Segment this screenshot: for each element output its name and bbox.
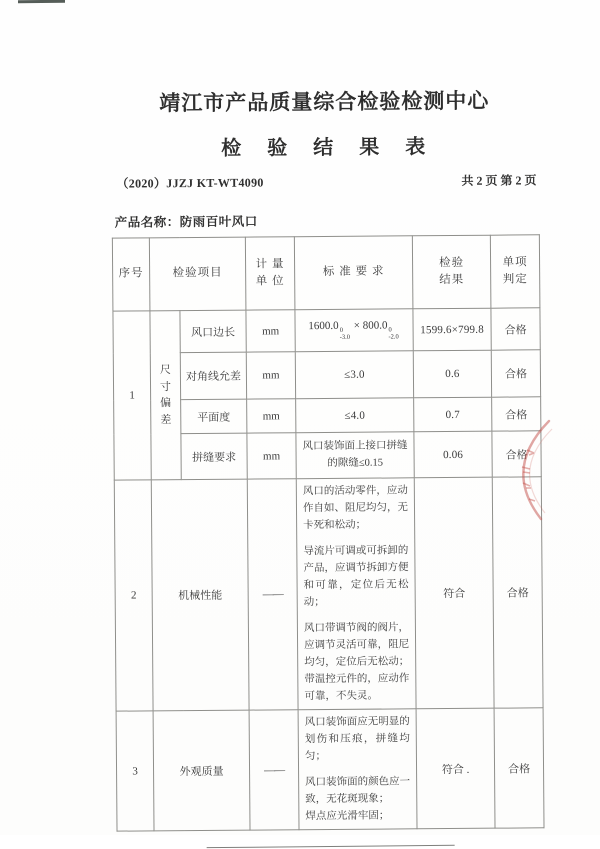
- tolerance-stack-2: [388, 327, 398, 341]
- seq-cell-3: 3: [116, 711, 154, 831]
- standard-paragraph: 风口带调节阀的阀片，应调节灵活可靠，阻尼均匀，定位后无松动；带温控元件的，应动作可靠，不失灵。: [303, 622, 410, 703]
- verdict-cell: 合格: [492, 477, 543, 708]
- document-content: [110, 0, 544, 849]
- col-header-item: 检验项目: [149, 237, 246, 311]
- page-indicator: 共 2 页 第 2 页: [461, 173, 537, 188]
- standard-paragraph: 风口装饰面的颜色应一致，无花斑现象； 焊点应光滑牢固；: [305, 776, 411, 823]
- standard-cell: [298, 709, 417, 830]
- tolerance-base-2: 800.0: [362, 319, 388, 332]
- tolerance-stack-1: [340, 327, 350, 341]
- standard-cell: [296, 478, 416, 710]
- standard-cell: [295, 309, 413, 352]
- tolerance-upper-1: 0: [339, 326, 343, 334]
- unit-cell: mm: [247, 433, 296, 479]
- result-cell: 符合: [414, 477, 494, 709]
- unit-cell: ——: [249, 710, 299, 830]
- seq-cell-2: 2: [114, 480, 153, 711]
- tolerance-lower-1: -3.0: [339, 333, 351, 341]
- item-cell-appearance: 外观质量: [153, 710, 250, 831]
- unit-cell: mm: [247, 399, 296, 433]
- item-cell: 拼缝要求: [181, 433, 247, 480]
- table-row: [116, 708, 544, 831]
- verdict-cell: 合格: [492, 397, 541, 431]
- result-cell: 1599.6×799.8: [413, 308, 491, 351]
- tolerance-base-1: 1600.0: [308, 319, 339, 332]
- signature-line: [207, 845, 455, 848]
- meta-row: [111, 171, 538, 191]
- table-header-row: [112, 235, 540, 311]
- table-row: [113, 308, 540, 353]
- category-label: 尺寸偏差: [159, 364, 172, 426]
- item-cell: 风口边长: [180, 310, 246, 353]
- report-title: 检 验 结 果 表: [221, 136, 429, 160]
- verdict-cell: 合格: [491, 308, 540, 350]
- report-number: （2020）JJZJ KT-WT4090: [116, 175, 264, 191]
- inspection-result-table: [112, 234, 545, 831]
- unit-cell: ——: [247, 479, 298, 710]
- standard-paragraph: 风口装饰面应无明显的划伤和压痕，拼缝均匀；: [304, 716, 410, 763]
- verdict-cell: 合格: [492, 431, 541, 477]
- col-header-unit: 计 量 单 位: [245, 237, 295, 310]
- verdict-cell: 合格: [494, 708, 544, 828]
- tolerance-lower-2: -2.0: [388, 332, 399, 340]
- scan-artifact-line: [18, 0, 65, 3]
- standard-paragraph: 风口的活动零件，应动作自如、阻尼均匀，无卡死和松动；: [302, 485, 409, 532]
- table-row: [114, 477, 543, 711]
- seq-cell-1: 1: [113, 311, 151, 480]
- result-cell: 0.7: [414, 397, 492, 432]
- result-cell: 符合 .: [416, 708, 495, 829]
- item-cell: 平面度: [181, 399, 247, 434]
- unit-cell: mm: [246, 352, 295, 399]
- standard-paragraph: 导流片可调或可拆卸的产品，应调节拆卸方便和可靠，定位后无松动；: [303, 545, 409, 609]
- col-header-seq: 序号: [112, 238, 150, 311]
- verdict-cell: 合格: [491, 350, 540, 397]
- standard-cell: ≤4.0: [296, 398, 414, 433]
- standard-cell: 风口装饰面上接口拼缝 的隙缝≤0.15: [296, 432, 414, 479]
- category-cell-dimension-deviation: [150, 311, 181, 480]
- col-header-standard: 标 准 要 求: [294, 236, 413, 310]
- product-name: 产品名称：防雨百叶风口: [114, 214, 258, 230]
- standard-cell: ≤3.0: [295, 351, 413, 399]
- col-header-verdict: 单项 判定: [490, 235, 540, 308]
- result-cell: 0.06: [414, 431, 492, 478]
- multiply-sign: ×: [353, 319, 360, 332]
- org-title: 靖江市产品质量综合检验检测中心: [159, 88, 490, 116]
- result-cell: 0.6: [413, 350, 491, 398]
- tolerance-upper-2: 0: [388, 326, 392, 334]
- col-header-result: 检验 结果: [412, 235, 491, 309]
- item-cell-mechanical: 机械性能: [151, 479, 249, 711]
- item-cell: 对角线允差: [180, 352, 246, 400]
- unit-cell: mm: [246, 310, 295, 352]
